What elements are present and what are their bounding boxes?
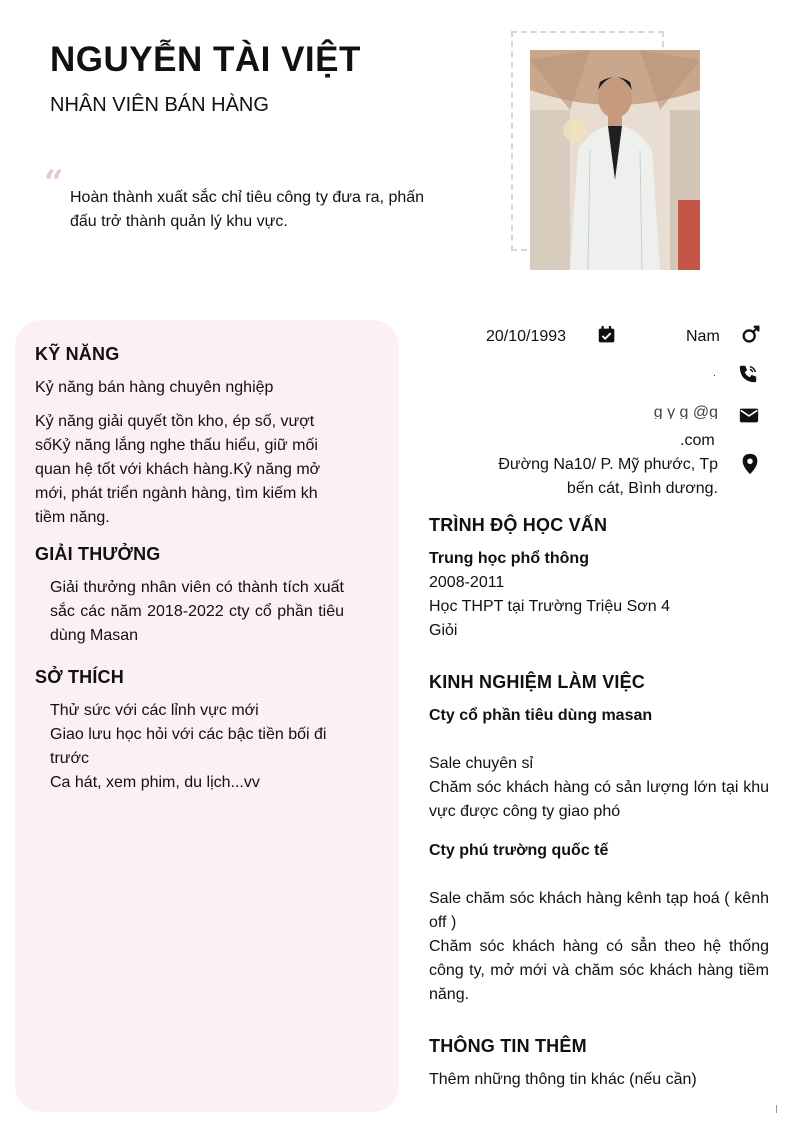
quote-icon: “: [44, 163, 64, 203]
extra-text: Thêm những thông tin khác (nếu cần): [429, 1071, 697, 1088]
education-detail: Học THPT tại Trường Triệu Sơn 4: [429, 598, 670, 615]
job-company: Cty cổ phần tiêu dùng masan: [429, 707, 653, 724]
skills-heading: KỸ NĂNG: [35, 344, 120, 364]
education-years: 2008-2011: [429, 574, 505, 591]
award-text: Giải thưởng nhân viên có thành tích xuất sắc các năm 2018-2022 cty cổ phần tiêu dùng Masan: [50, 579, 344, 644]
awards-heading: GIẢI THƯỞNG: [35, 544, 161, 564]
skill-item: Kỷ năng bán hàng chuyên nghiệp: [35, 379, 274, 396]
calendar-icon: [596, 324, 618, 346]
candidate-name: NGUYỄN TÀI VIỆT: [50, 40, 361, 79]
hobby-item: Thử sức với các lỉnh vực mới: [50, 702, 259, 719]
gender-icon: [740, 324, 762, 346]
phone-value: .: [713, 368, 716, 379]
job-role: Sale chuyên sỉ: [429, 755, 534, 772]
birthday-value: 20/10/1993: [486, 328, 567, 345]
email-icon: [738, 404, 760, 426]
hobby-item: Ca hát, xem phim, du lịch...vv: [50, 774, 260, 791]
job-role: Sale chăm sóc khách hàng kênh tạp hoá ( kênh off ): [429, 890, 769, 931]
job-description: Chăm sóc khách hàng có sẳn theo hệ thống công ty, mở mới và chăm sóc khách hàng tiềm năng.: [429, 938, 769, 1003]
hobby-item: Giao lưu học hỏi với các bậc tiền bối đi trước: [50, 726, 327, 767]
address-line: Đường Na10/ P. Mỹ phước, Tp: [498, 456, 718, 473]
job-company: Cty phú trường quốc tế: [429, 842, 609, 859]
profile-photo: [530, 50, 700, 270]
address-line: bến cát, Bình dương.: [566, 480, 718, 497]
phone-icon: [737, 363, 759, 385]
career-objective: Hoàn thành xuất sắc chỉ tiêu công ty đưa ra, phấn đấu trở thành quản lý khu vực.: [70, 189, 425, 230]
skill-item: Kỷ năng giải quyết tồn kho, ép số, vượt sốKỷ năng lắng nghe thấu hiểu, giữ mối quan hệ tốt với khách hàng.Kỷ năng mở mới, phát triển ngành hàng, tìm kiếm kh tiềm năng.: [35, 413, 321, 526]
location-icon: [739, 453, 761, 475]
job-description: Chăm sóc khách hàng có sản lượng lớn tại khu vực được công ty giao phó: [429, 779, 769, 820]
education-grade: Giỏi: [429, 622, 458, 639]
job-title: NHÂN VIÊN BÁN HÀNG: [50, 94, 269, 116]
email-value: g y g @g: [653, 405, 718, 419]
hobbies-heading: SỞ THÍCH: [35, 667, 124, 687]
education-school: Trung học phổ thông: [429, 550, 589, 567]
experience-heading: KINH NGHIỆM LÀM VIỆC: [429, 672, 646, 692]
email-domain: .com: [680, 432, 715, 449]
gender-value: Nam: [686, 328, 720, 345]
education-heading: TRÌNH ĐỘ HỌC VẤN: [429, 515, 608, 535]
page-edge-mark: [776, 1105, 777, 1113]
extra-heading: THÔNG TIN THÊM: [429, 1036, 587, 1056]
